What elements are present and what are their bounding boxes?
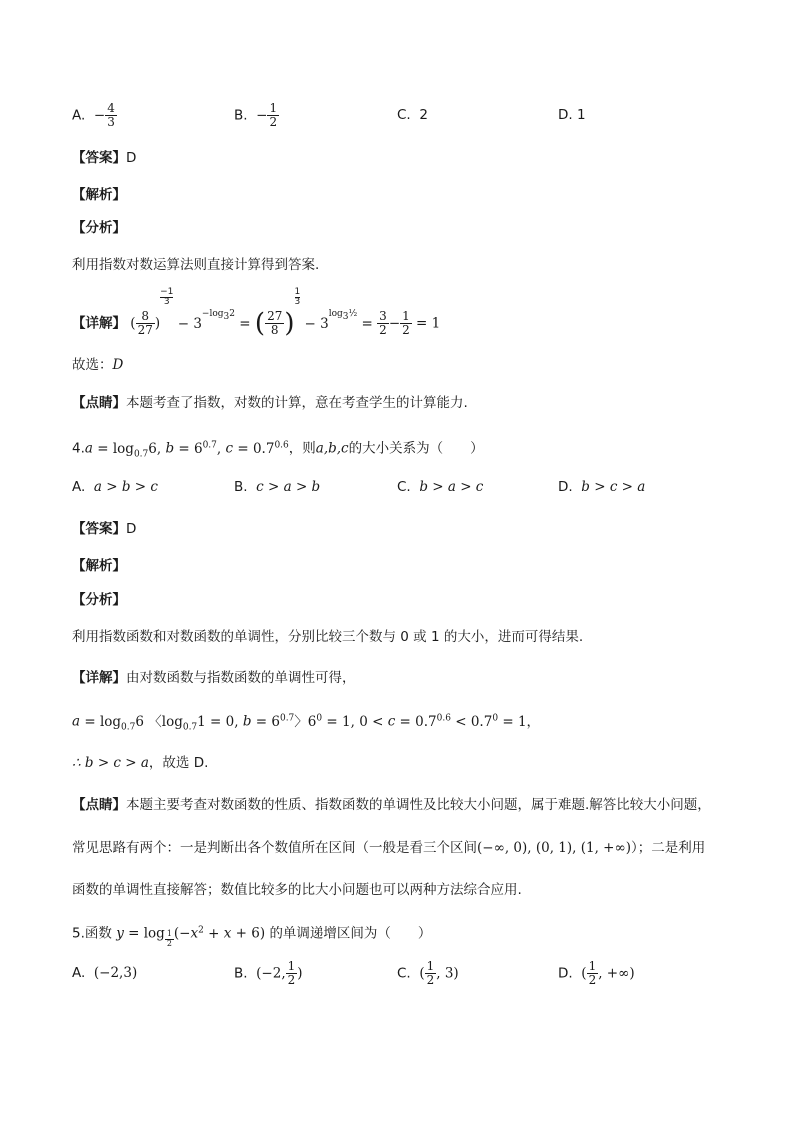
q3-option-b: B. − $\frac{1}{2}$ — [234, 101, 278, 130]
q3-option-a: A. − $\frac{4}{3}$ — [72, 101, 115, 130]
q4-stem: $4.a = \log_{0.7}6$, $b = 6^{0.7}$, $c = 0.7^{0.6}$，则a,b,c的大小关系为（ ） — [72, 440, 484, 460]
q3-comment: 【点睛】本题考查了指数，对数的计算，意在考查学生的计算能力. — [72, 395, 468, 411]
q3-option-d: D. 1 — [558, 107, 586, 123]
q4-conclusion: ∴ b > c > a，故选 D. — [72, 755, 209, 771]
q5-option-a: A. (−2,3) — [72, 965, 138, 981]
q3-result: 故选：D — [72, 357, 124, 373]
q4-analysis-tag: 【解析】 — [72, 558, 126, 574]
q4-detail-formula: $a = \log_{0.7}6$ 〈$\log_{0.7}1 = 0$, $b = 6^{0.7}$〉$6^0 = 1$, $0 < c = 0.7^{0.6} < 0.7^0 = 1$， — [72, 713, 541, 733]
q3-option-c: C. 2 — [397, 107, 428, 123]
q4-comment-line3: 函数的单调性直接解答；数值比较多的比大小问题也可以两种方法综合应用. — [72, 882, 522, 898]
q3-answer: 【答案】D — [72, 150, 137, 166]
q5-option-d: D. ( $\frac{1}{2}$ , +∞) — [558, 959, 635, 988]
q4-fenxi-tag: 【分析】 — [72, 592, 126, 608]
q4-detail: 【详解】由对数函数与指数函数的单调性可得， — [72, 670, 356, 686]
q3-analysis-tag: 【解析】 — [72, 187, 126, 203]
q4-comment-line2: 常见思路有两个：一是判断出各个数值所在区间（一般是看三个区间(−∞, 0), (0, 1), (1, +∞)）；二是利用 — [72, 840, 706, 856]
q3-detail-formula: 【详解】 ( $\frac{8}{27}$ ) $\frac{-1}{3}$ − $3^{-log_32}$ = ( $\frac{27}{8}$ ) $\frac{1}{3}$ − $3^{log_3\frac{1}{2}}$ = $\frac{3}{2}$ − $\frac{1}{2}$ = 1 — [72, 287, 441, 339]
q3-fenxi-tag: 【分析】 — [72, 220, 126, 236]
q4-option-a: A. a > b > c — [72, 479, 158, 495]
q3-fenxi-text: 利用指数对数运算法则直接计算得到答案. — [72, 257, 320, 273]
q4-fenxi-text: 利用指数函数和对数函数的单调性，分别比较三个数与 0 或 1 的大小，进而可得结果. — [72, 629, 584, 645]
q4-option-b: B. c > a > b — [234, 479, 321, 495]
q5-option-b: B. (−2, $\frac{1}{2}$ ) — [234, 959, 303, 988]
q4-answer: 【答案】D — [72, 521, 137, 537]
q4-comment-line1: 【点睛】本题主要考查对数函数的性质、指数函数的单调性及比较大小问题，属于难题.解答比较大小问题， — [72, 797, 711, 813]
q5-stem: 5.函数 y = log $\frac{1}{2}$ $(-x^2 + x + 6)$ 的单调递增区间为（ ） — [72, 925, 432, 948]
q5-option-c: C. ( $\frac{1}{2}$ , 3) — [397, 959, 459, 988]
q4-option-c: C. b > a > c — [397, 479, 484, 495]
q4-option-d: D. b > c > a — [558, 479, 646, 495]
